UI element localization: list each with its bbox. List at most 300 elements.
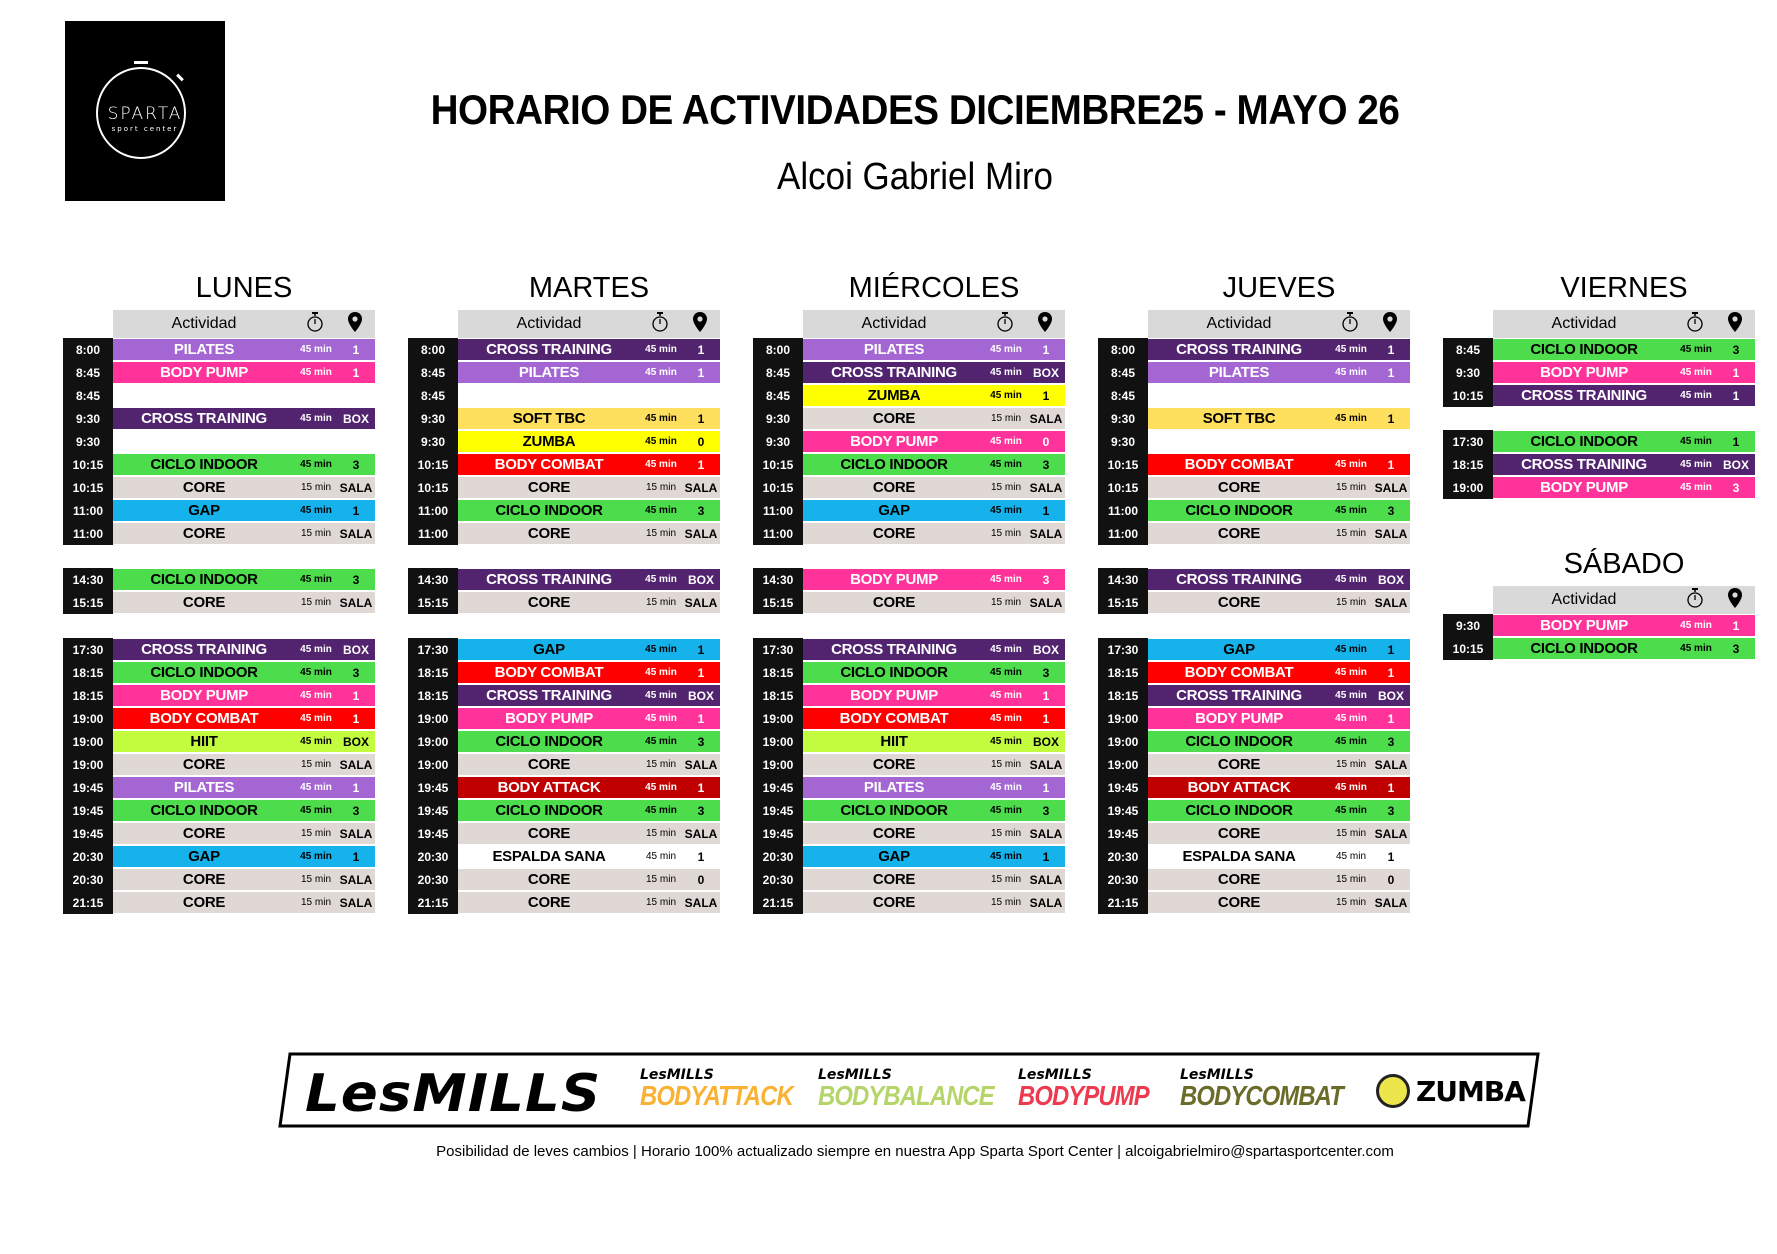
class-location: 3 [1732,480,1740,495]
class-bar [458,408,720,429]
class-activity: CROSS TRAINING [1176,571,1302,588]
class-location: 1 [1387,849,1395,864]
class-activity: GAP [533,641,565,658]
class-location: BOX [342,734,369,749]
class-row [753,338,1065,361]
class-duration: 45 min [1335,782,1367,793]
class-time: 8:45 [75,388,101,403]
schedule-block [1098,568,1410,614]
class-activity: CORE [182,825,226,842]
class-activity: CORE [1217,756,1261,773]
class-row [408,361,720,384]
class-bar [803,408,1065,429]
class-time: 9:30 [1455,618,1481,633]
class-row [753,407,1065,430]
class-duration: 15 min [645,874,676,885]
class-location: 3 [1387,734,1395,749]
class-time: 21:15 [1107,895,1139,910]
class-bar [1148,477,1410,498]
class-time: 8:00 [1110,342,1136,357]
class-bar [458,754,720,775]
schedule-block [753,638,1065,914]
class-duration: 45 min [1335,574,1367,585]
class-time: 8:45 [1110,365,1136,380]
class-bar [113,477,375,498]
class-bar [458,823,720,844]
class-duration: 45 min [645,344,677,355]
class-location: 1 [1732,388,1740,403]
class-activity: CORE [872,410,916,427]
map-pin-icon [680,312,720,337]
class-row [408,776,720,799]
class-duration: 45 min [300,736,332,747]
class-duration: 15 min [645,897,676,908]
class-location: 1 [352,780,360,795]
class-location: 1 [1387,411,1395,426]
class-duration: 45 min [990,644,1022,655]
class-duration: 15 min [1335,528,1366,539]
class-activity: CORE [527,756,571,773]
class-location: 3 [352,457,360,472]
class-activity: GAP [188,848,220,865]
class-bar [113,454,375,475]
class-time: 19:45 [417,780,449,795]
class-bar [1493,362,1755,383]
class-time: 20:30 [762,872,794,887]
class-row [1098,384,1410,407]
class-location: 3 [352,572,360,587]
class-row [408,430,720,453]
class-bar [803,731,1065,752]
class-bar [1493,339,1755,360]
class-activity: BODY COMBAT [839,710,949,727]
class-time: 20:30 [72,849,104,864]
class-bar [458,500,720,521]
class-duration: 15 min [1335,482,1366,493]
class-time: 9:30 [765,434,791,449]
class-row [408,476,720,499]
class-time: 20:30 [1107,849,1139,864]
class-duration: 45 min [1680,367,1712,378]
class-duration: 15 min [300,897,331,908]
class-duration: 45 min [645,713,677,724]
class-row [753,868,1065,891]
class-activity: CORE [1217,594,1261,611]
class-location: BOX [1722,457,1749,472]
class-time: 20:30 [417,872,449,887]
class-time: 9:30 [420,434,446,449]
class-row [1098,407,1410,430]
class-duration: 45 min [1680,436,1712,447]
class-bar [1148,708,1410,729]
class-bar [458,454,720,475]
class-row [408,338,720,361]
class-location: SALA [1029,757,1063,772]
class-duration: 45 min [1335,367,1367,378]
class-time: 19:00 [1107,734,1139,749]
class-location: 3 [1387,503,1395,518]
class-location: 1 [1387,457,1395,472]
class-location: 1 [1387,780,1395,795]
class-bar [458,800,720,821]
sparta-logo [65,21,225,201]
table-header [1493,310,1755,338]
class-bar [458,708,720,729]
activity-header: Actividad [516,315,582,332]
zumba-dancer-icon [1376,1074,1410,1108]
class-duration: 15 min [1335,874,1366,885]
class-time: 19:00 [1107,757,1139,772]
class-time: 9:30 [75,434,101,449]
class-activity: GAP [878,502,910,519]
class-row [408,384,720,407]
class-row [753,661,1065,684]
class-row [63,430,375,453]
class-activity: CORE [1217,871,1261,888]
class-duration: 45 min [645,436,677,447]
class-location: SALA [1029,411,1063,426]
class-time: 10:15 [1107,457,1139,472]
class-duration: 15 min [645,828,676,839]
class-row [1098,799,1410,822]
class-row [1443,637,1755,660]
class-bar [458,639,720,660]
class-row [1098,591,1410,614]
class-bar [113,846,375,867]
class-row [1098,476,1410,499]
class-activity: SOFT TBC [512,410,586,427]
class-bar [113,662,375,683]
map-pin-icon [1370,312,1410,337]
class-location: 0 [1042,434,1050,449]
class-duration: 45 min [300,644,332,655]
class-bar [803,800,1065,821]
class-time: 19:45 [762,780,794,795]
class-time: 19:00 [1452,480,1484,495]
class-time: 20:30 [72,872,104,887]
class-row [408,638,720,661]
class-row [753,591,1065,614]
class-duration: 45 min [645,667,677,678]
class-activity: GAP [1223,641,1255,658]
class-row [1443,453,1755,476]
class-time: 20:30 [762,849,794,864]
class-row [408,753,720,776]
class-duration: 45 min [990,713,1022,724]
class-activity: CICLO INDOOR [1185,802,1293,819]
class-location: 3 [1042,665,1050,680]
class-time: 21:15 [72,895,104,910]
class-bar [1493,638,1755,659]
class-location: 3 [1732,641,1740,656]
class-duration: 45 min [645,413,677,424]
stopwatch-icon [1330,312,1370,337]
class-activity: BODY ATTACK [497,779,601,796]
class-time: 19:45 [1107,826,1139,841]
class-duration: 45 min [1335,851,1366,862]
class-time: 18:15 [72,688,104,703]
class-bar [458,569,720,590]
class-time: 19:00 [762,711,794,726]
class-time: 15:15 [72,595,104,610]
class-row [753,384,1065,407]
class-bar [1148,777,1410,798]
class-bar [803,846,1065,867]
class-activity: SOFT TBC [1202,410,1276,427]
class-location: SALA [684,595,718,610]
class-time: 8:00 [75,342,101,357]
table-header [113,310,375,338]
class-row [408,730,720,753]
class-duration: 45 min [300,851,332,862]
class-time: 18:15 [1452,457,1484,472]
class-duration: 15 min [990,897,1021,908]
class-time: 17:30 [1452,434,1484,449]
map-pin-icon [1715,588,1755,613]
class-time: 19:45 [72,780,104,795]
class-time: 11:00 [417,526,449,541]
class-time: 10:15 [72,457,104,472]
class-bar [458,592,720,613]
class-activity: BODY PUMP [160,364,248,381]
class-bar [803,708,1065,729]
class-bar [1148,869,1410,890]
class-activity: ZUMBA [867,387,921,404]
class-time: 14:30 [1107,572,1139,587]
schedule-block [1098,338,1410,545]
class-bar [803,569,1065,590]
class-duration: 45 min [645,574,677,585]
class-row [753,476,1065,499]
class-location: 1 [1387,342,1395,357]
program-bodypump: LesMILLS BODYPUMP [1018,1067,1149,1111]
schedule-block [753,568,1065,614]
class-duration: 45 min [1335,713,1367,724]
class-duration: 15 min [990,413,1021,424]
class-bar [1148,846,1410,867]
class-location: SALA [684,526,718,541]
class-bar [803,477,1065,498]
class-duration: 45 min [1335,690,1367,701]
class-row [1098,891,1410,914]
class-activity: CORE [1217,825,1261,842]
class-time: 10:15 [417,457,449,472]
class-row [1098,730,1410,753]
class-location: 1 [697,411,705,426]
schedule-block [1443,614,1755,660]
class-time: 21:15 [417,895,449,910]
class-row [63,707,375,730]
class-row [63,476,375,499]
class-time: 15:15 [417,595,449,610]
class-location: SALA [1029,895,1063,910]
class-row [63,591,375,614]
class-duration: 45 min [645,851,676,862]
class-row [408,845,720,868]
class-duration: 45 min [990,505,1022,516]
class-location: SALA [1374,480,1408,495]
class-location: 1 [697,365,705,380]
class-activity: BODY PUMP [1195,710,1283,727]
class-row [1443,361,1755,384]
page-title: HORARIO DE ACTIVIDADES DICIEMBRE25 - MAYO 26 [430,86,1400,133]
class-activity: CROSS TRAINING [831,641,957,658]
class-location: 3 [352,803,360,818]
class-time: 11:00 [1107,503,1139,518]
class-bar [113,523,375,544]
class-bar [803,500,1065,521]
program-bodybalance: LesMILLS BODYBALANCE [818,1067,994,1111]
class-activity: CORE [872,825,916,842]
class-duration: 45 min [300,782,332,793]
class-bar [113,754,375,775]
class-bar [1148,800,1410,821]
class-time: 8:45 [1455,342,1481,357]
class-activity: CROSS TRAINING [1521,456,1647,473]
class-location: BOX [1032,734,1059,749]
class-row [1098,361,1410,384]
class-bar [803,662,1065,683]
class-row [408,522,720,545]
class-duration: 45 min [300,344,332,355]
class-location: 3 [1387,803,1395,818]
class-location: 1 [1387,365,1395,380]
class-row [408,684,720,707]
class-bar [1493,431,1755,452]
class-row [63,453,375,476]
class-bar [1148,454,1410,475]
class-time: 19:00 [72,711,104,726]
class-location: 1 [697,642,705,657]
class-time: 10:15 [72,480,104,495]
map-pin-icon [335,312,375,337]
schedule-block [408,568,720,614]
class-time: 11:00 [762,526,794,541]
class-time: 10:15 [1107,480,1139,495]
class-row [408,868,720,891]
class-duration: 45 min [1335,667,1367,678]
table-header [458,310,720,338]
class-row [408,799,720,822]
schedule-block [1098,638,1410,914]
class-activity: CORE [182,594,226,611]
class-activity: BODY COMBAT [494,664,604,681]
class-row [63,568,375,591]
class-duration: 15 min [1335,897,1366,908]
class-activity: CORE [872,894,916,911]
class-row [1098,522,1410,545]
class-time: 18:15 [762,688,794,703]
class-bar [1148,385,1410,406]
class-row [753,707,1065,730]
class-location: 1 [1387,642,1395,657]
class-activity: CICLO INDOOR [1530,341,1638,358]
class-row [1098,338,1410,361]
class-row [408,453,720,476]
stopwatch-icon [295,312,335,337]
class-row [1098,753,1410,776]
class-bar [1493,385,1755,406]
class-duration: 15 min [1335,759,1366,770]
class-location: 1 [1042,711,1050,726]
class-row [408,591,720,614]
class-time: 19:45 [417,826,449,841]
class-activity: CICLO INDOOR [150,664,258,681]
class-location: 3 [697,803,705,818]
class-row [1098,568,1410,591]
class-location: BOX [342,642,369,657]
stopwatch-button-icon [176,74,184,82]
activity-header: Actividad [171,315,237,332]
class-activity: CICLO INDOOR [840,664,948,681]
class-bar [458,777,720,798]
class-bar [113,431,375,452]
schedule-block [408,638,720,914]
class-bar [1148,731,1410,752]
class-activity: BODY COMBAT [149,710,259,727]
class-activity: HIIT [190,733,218,750]
class-time: 19:45 [762,826,794,841]
class-location: 1 [1042,849,1050,864]
schedule-block [63,568,375,614]
class-location: BOX [1377,688,1404,703]
class-duration: 45 min [645,367,677,378]
class-bar [803,592,1065,613]
class-row [753,891,1065,914]
class-location: 1 [1042,780,1050,795]
class-activity: ESPALDA SANA [1182,848,1296,865]
class-activity: CORE [182,525,226,542]
class-bar [458,431,720,452]
class-time: 10:15 [1452,388,1484,403]
class-duration: 45 min [645,505,677,516]
class-activity: CROSS TRAINING [486,341,612,358]
class-bar [1148,892,1410,913]
class-location: 3 [697,503,705,518]
class-row [63,661,375,684]
stopwatch-icon [985,312,1025,337]
table-header [803,310,1065,338]
class-row [753,776,1065,799]
class-duration: 45 min [990,805,1022,816]
day-name: VIERNES [1560,272,1688,304]
class-bar [803,639,1065,660]
class-bar [458,523,720,544]
logo-subtitle: sport center [111,125,179,133]
class-activity: CORE [527,871,571,888]
class-activity: PILATES [173,341,235,358]
class-time: 9:30 [420,411,446,426]
class-activity: CORE [182,479,226,496]
class-time: 8:45 [420,388,446,403]
class-bar [1148,500,1410,521]
class-bar [113,569,375,590]
class-bar [1148,569,1410,590]
class-duration: 45 min [300,805,332,816]
class-location: SALA [339,895,373,910]
class-row [753,845,1065,868]
class-location: SALA [1374,526,1408,541]
class-activity: BODY PUMP [1540,479,1628,496]
class-duration: 45 min [300,690,332,701]
class-duration: 45 min [1680,643,1712,654]
class-bar [1148,523,1410,544]
schedule-block [753,338,1065,545]
class-row [753,822,1065,845]
class-activity: CICLO INDOOR [150,802,258,819]
class-location: 0 [697,872,705,887]
class-row [408,707,720,730]
